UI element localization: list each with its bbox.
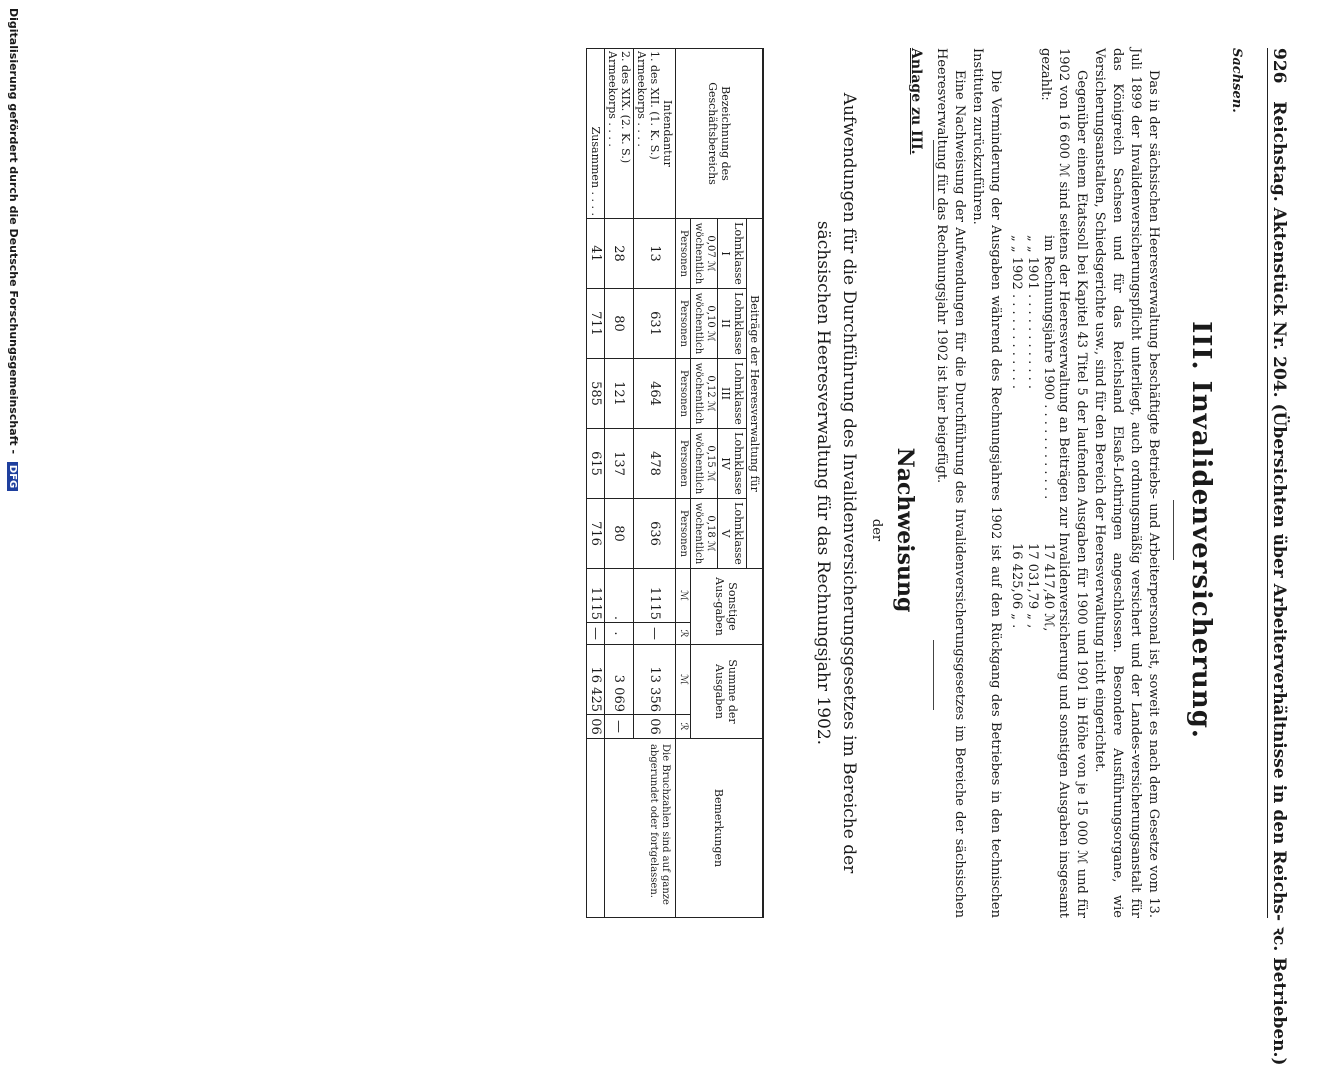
der-label: der <box>869 518 884 542</box>
intendantur-label: Intendantur <box>661 100 674 167</box>
lohnklasse-rate: 0,15 ℳ wöchentlich <box>691 429 718 499</box>
cell-k1: 28 <box>605 219 634 289</box>
amount-row <box>1040 235 1056 795</box>
cell-summe-m: 13 356 <box>634 645 676 715</box>
amount-value: 17 417,40 ℳ, <box>1041 543 1056 632</box>
cell-k3: 464 <box>634 359 676 429</box>
table-header-row <box>747 49 764 918</box>
cell-k1: 13 <box>634 219 676 289</box>
cell-k4: 137 <box>605 429 634 499</box>
lohnklasse-unit: Personen <box>676 289 691 359</box>
col-beitraege: Beiträge der Heeresverwaltung für <box>747 219 764 569</box>
unit-pf: ℛ <box>676 715 691 739</box>
lohnklasse-name: Lohnklasse V <box>718 499 747 569</box>
cell-summe-pf: 06 <box>634 715 676 739</box>
lohnklasse-name: Lohnklasse IV <box>718 429 747 499</box>
lohnklasse-unit: Personen <box>676 499 691 569</box>
title-divider <box>1173 500 1174 560</box>
cell-k4: 478 <box>634 429 676 499</box>
cell-k4: 615 <box>587 429 605 499</box>
table-total-row <box>587 49 605 918</box>
page-number: 926 <box>1269 48 1289 84</box>
cell-summe-m: 16 425 <box>587 645 605 715</box>
amounts-list <box>1008 235 1056 795</box>
cell-summe-pf: 06 <box>587 715 605 739</box>
amount-label: „ „ 1902 . . . . . . . . . . . . <box>1009 235 1024 389</box>
lohnklasse-unit: Personen <box>676 359 691 429</box>
unit-mark: ℳ <box>676 569 691 623</box>
cell-k5: 636 <box>634 499 676 569</box>
cell-k2: 80 <box>605 289 634 359</box>
col-sonstige: Sonstige Aus-gaben <box>691 569 764 645</box>
lohnklasse-name: Lohnklasse III <box>718 359 747 429</box>
section-title: III. Invalidenversicherung. <box>1186 321 1216 739</box>
cell-sonstige-pf: . <box>605 623 634 645</box>
paragraph-3: Die Verminderung der Ausgaben während des Rechnungsjahres 1902 ist auf den Rückgang des Betriebes in den technischen Instituten zurückzuführen. <box>970 48 1003 918</box>
appendix-label: Anlage zu III. <box>908 48 924 155</box>
amount-label: im Rechnungsjahre 1900 . . . . . . . . . . . . <box>1041 235 1056 500</box>
col-summe: Summe der Ausgaben <box>691 645 764 739</box>
cell-k5: 80 <box>605 499 634 569</box>
amount-value: 16 425,06 „ . <box>1009 543 1024 629</box>
amount-row <box>1024 235 1040 795</box>
footer-text: Digitalisierung gefördert durch die Deutsche Forschungsgemeinschaft - <box>7 8 20 455</box>
row-label-text: 1. des XII. (1. K. S.) Armeekorps . . . . <box>635 51 661 160</box>
cell-sonstige-pf: — <box>587 623 605 645</box>
page-header-title: Reichstag. Aktenstück Nr. 204. (Übersichten über Arbeiterverhältnisse in den Reichs- ꝛc. Betrieben.) <box>1269 101 1289 1066</box>
cell-k1: 41 <box>587 219 605 289</box>
lohnklasse-unit: Personen <box>676 219 691 289</box>
region-label: Sachsen. <box>1229 48 1244 113</box>
cell-k2: 631 <box>634 289 676 359</box>
cell-k5: 716 <box>587 499 605 569</box>
dfg-logo: DFG <box>7 462 18 491</box>
row-label: 2. des XIX. (2. K. S.) Armeekorps . . . . <box>605 49 634 219</box>
page-header <box>1269 48 1292 1066</box>
cell-k3: 585 <box>587 359 605 429</box>
section-divider <box>933 140 934 210</box>
cell-sonstige-m: 1115 <box>634 569 676 623</box>
lohnklasse-rate: 0,18 ℳ wöchentlich <box>691 499 718 569</box>
nachweisung-title: Nachweisung <box>892 447 918 613</box>
col-bemerkungen: Bemerkungen <box>676 739 764 918</box>
col-bezeichnung: Bezeichnung des Geschäftsbereichs <box>676 49 764 219</box>
lohnklasse-rate: 0,07 ℳ wöchentlich <box>691 219 718 289</box>
remark-note: Die Bruchzahlen sind auf ganze abgerundet oder fortgelassen. <box>605 739 676 918</box>
unit-mark: ℳ <box>676 645 691 715</box>
cell-sonstige-m: . <box>605 569 634 623</box>
row-label: Zusammen . . . . <box>587 49 605 219</box>
cell-k3: 121 <box>605 359 634 429</box>
cell-summe-m: 3 069 <box>605 645 634 715</box>
unit-pf: ℛ <box>676 623 691 645</box>
amount-row <box>1008 235 1024 795</box>
digitization-footer <box>7 0 20 1008</box>
cell-sonstige-pf: — <box>634 623 676 645</box>
lohnklasse-rate: 0,10 ℳ wöchentlich <box>691 289 718 359</box>
paragraph-1: Das in der sächsischen Heeresverwaltung beschäftigte Betriebs- und Arbeiterpersonal ist, soweit es nach dem Gesetze vom 13. Juli 1899 der Invalidenversicherungspflicht unterliegt, auch ordnungsmäßig versichert und der Landes-versicherungsanstalt für das Königreich Sachsen und für das Reichsland Elsaß-Lothringen angeschlossen. Besondere Ausführungsorgane, wie Versicherungsanstalten, Schiedsgerichte usw., sind für den Bereich der Heeresverwaltung nicht eingerichtet. <box>1092 48 1161 918</box>
lohnklasse-unit: Personen <box>676 429 691 499</box>
aufwendungen-title: Aufwendungen für die Durchführung des Invalidenversicherungsgesetzes im Bereiche der sächsischen Heeresverwaltung für das Rechnungsjahr 1902. <box>813 92 859 874</box>
cell-summe-pf: — <box>605 715 634 739</box>
empty-cell <box>587 739 605 918</box>
amount-value: 17 031,79 „ , <box>1025 543 1040 629</box>
section-divider <box>933 640 934 710</box>
amount-label: „ „ 1901 . . . . . . . . . . . . <box>1025 235 1040 389</box>
paragraph-4: Eine Nachweisung der Aufwendungen für die Durchführung des Invalidenversicherungsgesetzes im Bereiche der sächsischen Heeresverwaltung für das Rechnungsjahr 1902 ist hier beigefügt. <box>934 48 967 918</box>
row-label <box>634 49 676 219</box>
lohnklasse-name: Lohnklasse I <box>718 219 747 289</box>
lohnklasse-name: Lohnklasse II <box>718 289 747 359</box>
cell-k2: 711 <box>587 289 605 359</box>
lohnklasse-rate: 0,12 ℳ wöchentlich <box>691 359 718 429</box>
header-rule <box>1267 48 1268 918</box>
paragraph-2: Gegenüber einem Etatssoll bei Kapitel 43 Titel 5 der laufenden Ausgaben für 1900 und 1901 in Höhe von je 15 000 ℳ und für 1902 von 16 600 ℳ sind seitens der Heeresverwaltung an Beiträgen zur Invalidenversicherung und sonstigen Ausgaben insgesamt gezahlt: <box>1038 48 1089 918</box>
table-row <box>634 49 676 918</box>
cell-sonstige-m: 1115 <box>587 569 605 623</box>
closing-paragraphs <box>932 48 1004 918</box>
expenses-table <box>586 48 764 918</box>
